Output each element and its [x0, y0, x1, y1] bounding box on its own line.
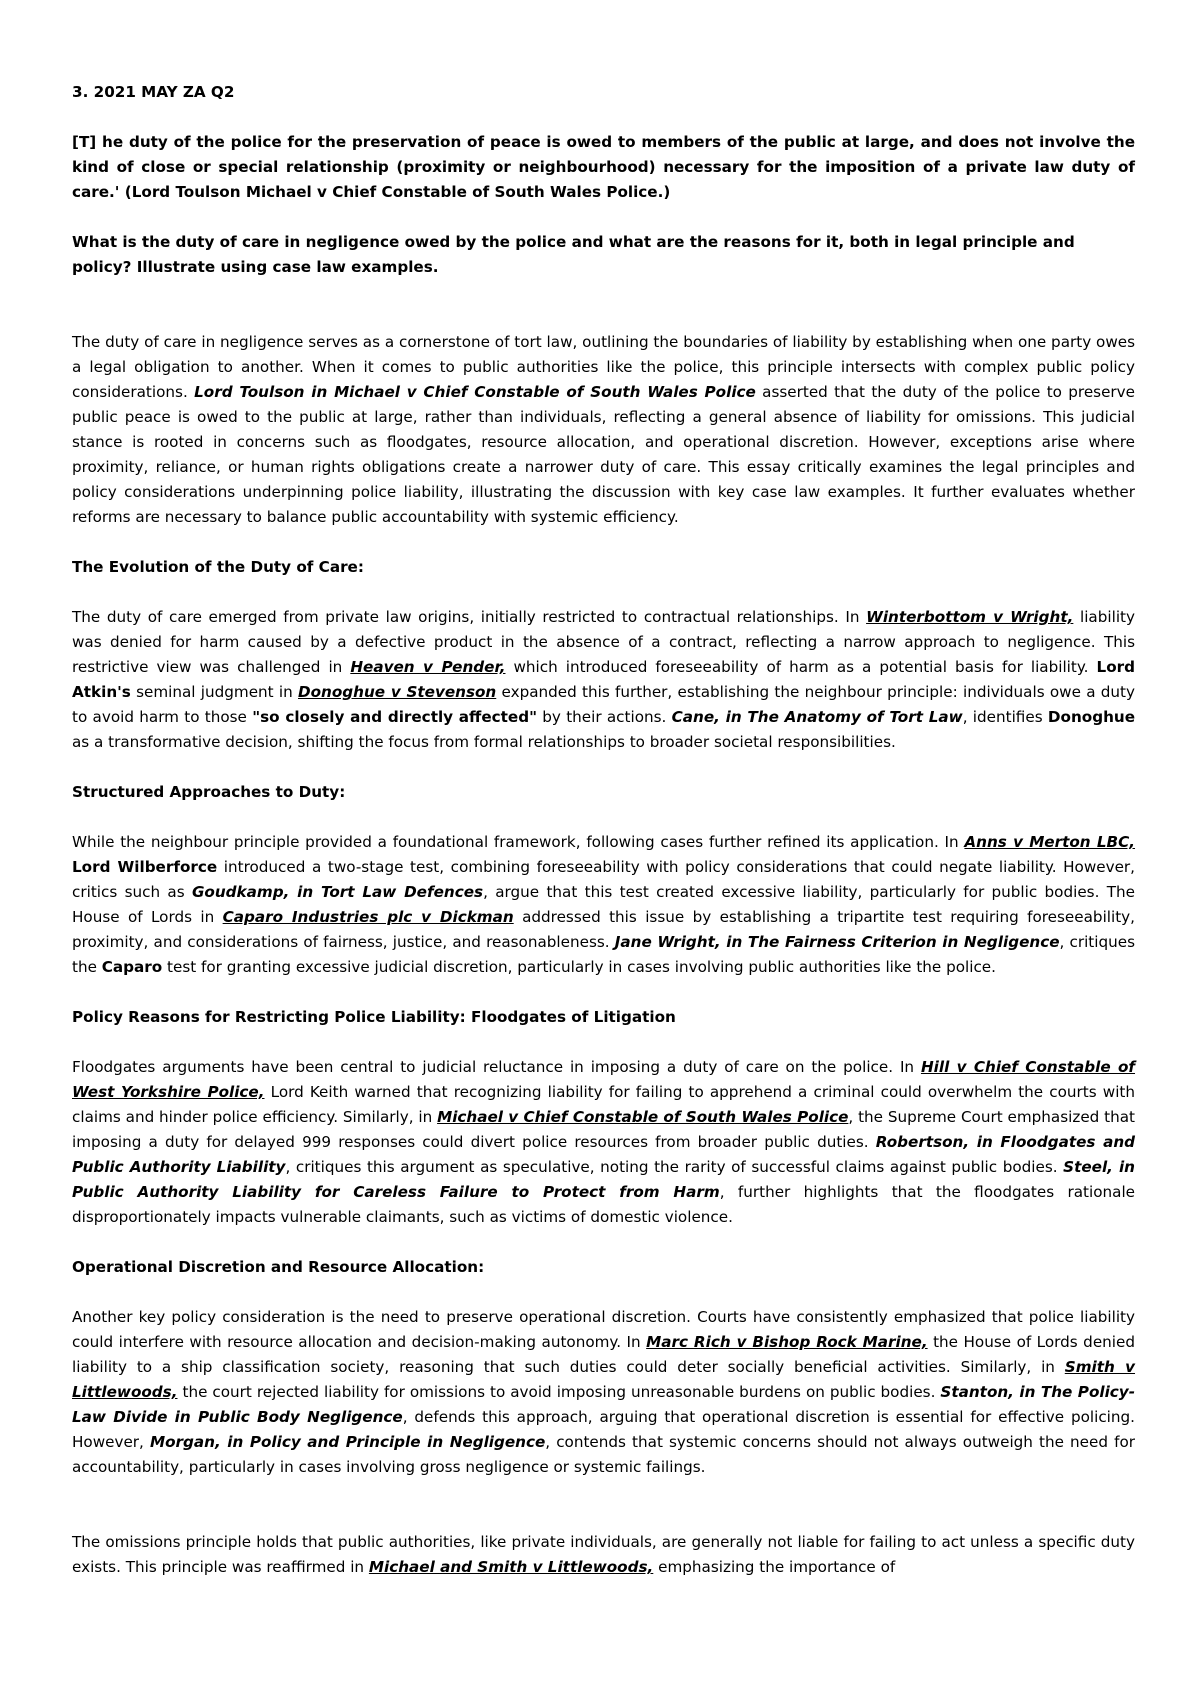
discretion-text-4: , defends this approach, arguing that operational discretion is essential for effective policing. However, [72, 1408, 1135, 1451]
evolution-text-7: , identifies [962, 708, 1048, 726]
case-winterbottom: Winterbottom v Wright, [866, 608, 1074, 626]
question-heading: 3. 2021 MAY ZA Q2 [72, 83, 235, 101]
citation-goudkamp: Goudkamp, in Tort Law Defences [191, 883, 484, 901]
quote-text: [T] he duty of the police for the preservation of peace is owed to members of the public at large, and does not involve the kind of close or special relationship (proximity or neighbourhood) necessary for the imposition of a private law duty of care.' [72, 133, 1135, 201]
quote-attribution: (Lord Toulson Michael v Chief Constable of South Wales Police.) [124, 183, 671, 201]
intro-text-1: The duty of care in negligence serves as a cornerstone of tort law, outlining the boundaries of liability by establishing when one party owes a legal obligation to another. When it comes to public authorities like the police, this principle intersects with complex public policy considerations. [72, 333, 1135, 401]
structured-text-3: introduced a two-stage test, combining foreseeability with policy considerations that could negate liability. However, critics such as [72, 858, 1135, 901]
citation-stanton: Stanton, in The Policy-Law Divide in Public Body Negligence [72, 1383, 1135, 1426]
floodgates-text-4: , critiques this argument as speculative, noting the rarity of successful claims against public bodies. [285, 1158, 1064, 1176]
floodgates-text-2: Lord Keith warned that recognizing liability for failing to apprehend a criminal could overwhelm the courts with claims and hinder police efficiency. Similarly, in [72, 1083, 1135, 1126]
omissions-text-1: The omissions principle holds that public authorities, like private individuals, are generally not liable for failing to act unless a specific duty exists. This principle was reaffirmed in [72, 1533, 1135, 1576]
evolution-text-4: seminal judgment in [130, 683, 299, 701]
structured-paragraph [72, 830, 1135, 980]
omissions-paragraph [72, 1530, 1135, 1580]
question-prompt: What is the duty of care in negligence owed by the police and what are the reasons for it, both in legal principle and policy? Illustrate using case law examples. [72, 233, 1075, 276]
name-caparo: Caparo [101, 958, 163, 976]
intro-paragraph [72, 330, 1135, 530]
document-body [72, 80, 1135, 1580]
evolution-text-6: by their actions. [537, 708, 672, 726]
discretion-text-5: , contends that systemic concerns should not always outweigh the need for accountability, particularly in cases involving gross negligence or systemic failings. [72, 1433, 1135, 1476]
question-quote [72, 130, 1135, 205]
discretion-paragraph [72, 1305, 1135, 1480]
name-donoghue: Donoghue [1047, 708, 1135, 726]
case-heaven-v-pender: Heaven v Pender, [350, 658, 506, 676]
discretion-text-1: Another key policy consideration is the need to preserve operational discretion. Courts have consistently emphasized that police liability could interfere with resource allocation and decision-making autonomy. In [72, 1308, 1135, 1351]
case-donoghue: Donoghue v Stevenson [298, 683, 497, 701]
section-heading-evolution: The Evolution of the Duty of Care: [72, 558, 364, 576]
case-hill: Hill v Chief Constable of West Yorkshire Police, [72, 1058, 1136, 1101]
judge-lord-wilberforce: Lord Wilberforce [72, 858, 218, 876]
case-smith-v-littlewoods: Smith v Littlewoods, [72, 1358, 1136, 1401]
evolution-text-5: expanded this further, establishing the neighbour principle: individuals owe a duty to avoid harm to those [72, 683, 1135, 726]
case-michael: Michael v Chief Constable of South Wales Police [437, 1108, 849, 1126]
floodgates-paragraph [72, 1055, 1135, 1230]
discretion-text-3: the court rejected liability for omissions to avoid imposing unreasonable burdens on public bodies. [177, 1383, 941, 1401]
case-michael-and-smith: Michael and Smith v Littlewoods, [368, 1558, 654, 1576]
case-anns: Anns v Merton LBC, [964, 833, 1136, 851]
floodgates-text-1: Floodgates arguments have been central to judicial reluctance in imposing a duty of care on the police. In [72, 1058, 921, 1076]
floodgates-text-5: , further highlights that the floodgates rationale disproportionately impacts vulnerable claimants, such as victims of domestic violence. [72, 1183, 1136, 1226]
case-caparo: Caparo Industries plc v Dickman [222, 908, 514, 926]
structured-text-6: , critiques the [72, 933, 1136, 976]
citation-robertson: Robertson, in Floodgates and Public Authority Liability [72, 1133, 1136, 1176]
omissions-text-2: emphasizing the importance of [653, 1558, 896, 1576]
citation-wright: Jane Wright, in The Fairness Criterion in Negligence [614, 933, 1060, 951]
evolution-text-3: which introduced foreseeability of harm as a potential basis for liability. [505, 658, 1097, 676]
evolution-paragraph [72, 605, 1135, 755]
structured-text-4: , argue that this test created excessive liability, particularly for public bodies. The House of Lords in [72, 883, 1135, 926]
evolution-text-2: liability was denied for harm caused by a defective product in the absence of a contract, reflecting a narrow approach to negligence. This restrictive view was challenged in [72, 608, 1135, 676]
structured-text-5: addressed this issue by establishing a tripartite test requiring foreseeability, proximity, and considerations of fairness, justice, and reasonableness. [72, 908, 1136, 951]
intro-text-2: asserted that the duty of the police to preserve public peace is owed to the public at large, rather than individuals, reflecting a general absence of liability for omissions. This judicial stance is rooted in concerns such as floodgates, resource allocation, and operational discretion. However, exceptions arise where proximity, reliance, or human rights obligations create a narrower duty of care. This essay critically examines the legal principles and policy considerations underpinning police liability, illustrating the discussion with key case law examples. It further evaluates whether reforms are necessary to balance public accountability with systemic efficiency. [72, 383, 1135, 526]
citation-toulson: Lord Toulson in Michael v Chief Constable of South Wales Police [194, 383, 756, 401]
citation-steel: Steel, in Public Authority Liability for Careless Failure to Protect from Harm [72, 1158, 1135, 1201]
evolution-text-8: as a transformative decision, shifting the focus from formal relationships to broader societal responsibilities. [72, 733, 896, 751]
citation-cane: Cane, in The Anatomy of Tort Law [671, 708, 963, 726]
neighbour-quote: "so closely and directly affected" [252, 708, 537, 726]
floodgates-text-3: , the Supreme Court emphasized that imposing a duty for delayed 999 responses could divert police resources from broader public duties. [72, 1108, 1135, 1151]
judge-lord-atkin: Lord Atkin's [72, 658, 1136, 701]
evolution-text-1: The duty of care emerged from private law origins, initially restricted to contractual relationships. In [72, 608, 867, 626]
section-heading-structured: Structured Approaches to Duty: [72, 783, 346, 801]
section-heading-floodgates: Policy Reasons for Restricting Police Liability: Floodgates of Litigation [72, 1008, 676, 1026]
citation-morgan: Morgan, in Policy and Principle in Negligence [149, 1433, 546, 1451]
section-heading-discretion: Operational Discretion and Resource Allocation: [72, 1258, 485, 1276]
structured-text-1: While the neighbour principle provided a foundational framework, following cases further refined its application. In [72, 833, 965, 851]
case-marc-rich: Marc Rich v Bishop Rock Marine, [646, 1333, 928, 1351]
structured-text-7: test for granting excessive judicial discretion, particularly in cases involving public authorities like the police. [162, 958, 996, 976]
discretion-text-2: the House of Lords denied liability to a ship classification society, reasoning that such duties could deter socially beneficial activities. Similarly, in [72, 1333, 1135, 1376]
